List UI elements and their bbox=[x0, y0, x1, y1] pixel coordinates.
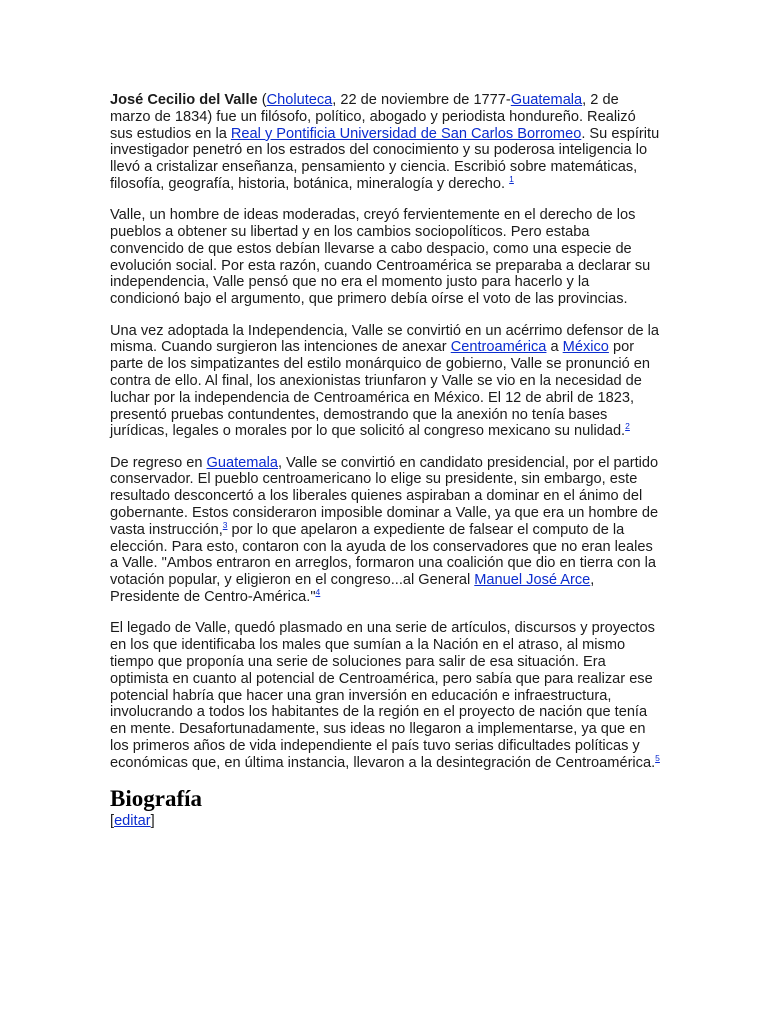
footnote-ref-2[interactable]: 2 bbox=[625, 421, 630, 432]
article-body bbox=[110, 92, 660, 830]
link-universidad-san-carlos[interactable]: Real y Pontificia Universidad de San Carlos Borromeo bbox=[230, 125, 582, 142]
footnote-ref-1[interactable]: 1 bbox=[509, 173, 514, 184]
link-mexico[interactable]: México bbox=[562, 339, 609, 356]
link-guatemala-2[interactable]: Guatemala bbox=[206, 454, 278, 471]
footnote-ref-5[interactable]: 5 bbox=[655, 752, 660, 763]
subject-name: José Cecilio del Valle bbox=[110, 92, 258, 108]
paragraph-intro: José Cecilio del Valle (Choluteca, 22 de noviembre de 1777-Guatemala, 2 de marzo de 1834) fue un filósofo, político, abogado y periodista hondureño. Realizó sus estudios en la Real y Pontificia Universidad de San Carlos Borromeo. Su espíritu investigador penetró en los estrados del conocimiento y su poderosa inteligencia lo llevó a cristalizar enseñanza, pensamiento y ciencia. Escribió sobre matemáticas, filosofía, geografía, historia, botánica, mineralogía y derecho. $^1$ bbox=[110, 92, 660, 192]
link-guatemala[interactable]: Guatemala bbox=[510, 92, 583, 108]
section-heading-biografia: Biografía bbox=[110, 785, 202, 811]
paragraph-independencia: Una vez adoptada la Independencia, Valle se convirtió en un acérrimo defensor de la misma. Cuando surgieron las intenciones de anexar Centroamérica a México por parte de los simpatizantes del estilo monárquico de gobierno, Valle se pronunció en contra de ello. Al final, los anexionistas triunfaron y Valle se vio en la necesidad de luchar por la independencia de Centroamérica en México. El 12 de abril de 1823, presentó pruebas contundentes, demostrando que la anexión no tenía bases jurídicas, legales o morales por lo que solicitó al congreso mexicano su nulidad.$^2$ bbox=[110, 322, 659, 440]
link-centroamerica[interactable]: Centroamérica bbox=[450, 339, 547, 356]
link-choluteca[interactable]: Choluteca bbox=[266, 92, 333, 108]
paragraph-legado: El legado de Valle, quedó plasmado en una serie de artículos, discursos y proyectos en los que identificaba los males que sumían a la Nación en el atraso, al mismo tiempo que proponía una serie de soluciones para salir de esa situación. Era optimista en cuanto al potencial de Centroamérica, pero sabía que para realizar ese potencial habría que hacer una gran inversión en educación e infraestructura, involucrando a todos los habitantes de la región en el proyecto de nación que tenía en mente. Desafortunadamente, sus ideas no llegaron a implementarse, ya que en los primeros años de vida independiente el país tuvo serias dificultades políticas y económicas que, en última instancia, llevaron a la desintegración de Centroamérica.$^5$ bbox=[110, 620, 660, 771]
paragraph-regreso: De regreso en Guatemala, Valle se convirtió en candidato presidencial, por el partido conservador. El pueblo centroamericano lo elige su presidente, sin embargo, este resultado desconcertó a los liberales quienes aspiraban a dominar en el ánimo del gobernante. Estos consideraron imposible dominar a Valle, ya que era un hombre de vasta instrucción,$^3$ por lo que apelaron a expediente de falsear el computo de la elección. Para esto, contaron con la ayuda de los conservadores que no eran leales a Valle. "Ambos entraron en arreglos, formaron una coalición que dio en tierra con la votación popular, y eligieron en el congreso...al General Manuel José Arce, Presidente de Centro-América."$^4$ bbox=[110, 454, 659, 606]
footnote-ref-4[interactable]: 4 bbox=[315, 587, 321, 598]
link-manuel-jose-arce[interactable]: Manuel José Arce bbox=[474, 572, 591, 589]
edit-link[interactable]: editar bbox=[114, 812, 151, 829]
section-edit-link: [editar] bbox=[110, 812, 155, 829]
footnote-ref-3[interactable]: 3 bbox=[222, 519, 228, 530]
paragraph-ideas: Valle, un hombre de ideas moderadas, creyó fervientemente en el derecho de los pueblos a obtener su libertad y en los cambios sociopolíticos. Pero estaba convencido de que estos debían llevarse a cabo despacio, como una especie de evolución social. Por esta razón, cuando Centroamérica se preparaba a declarar su independencia, Valle pensó que no era el momento justo para hacerlo y la condicionó bajo el argumento, que primero debía oírse el voto de las provincias. bbox=[110, 207, 651, 308]
